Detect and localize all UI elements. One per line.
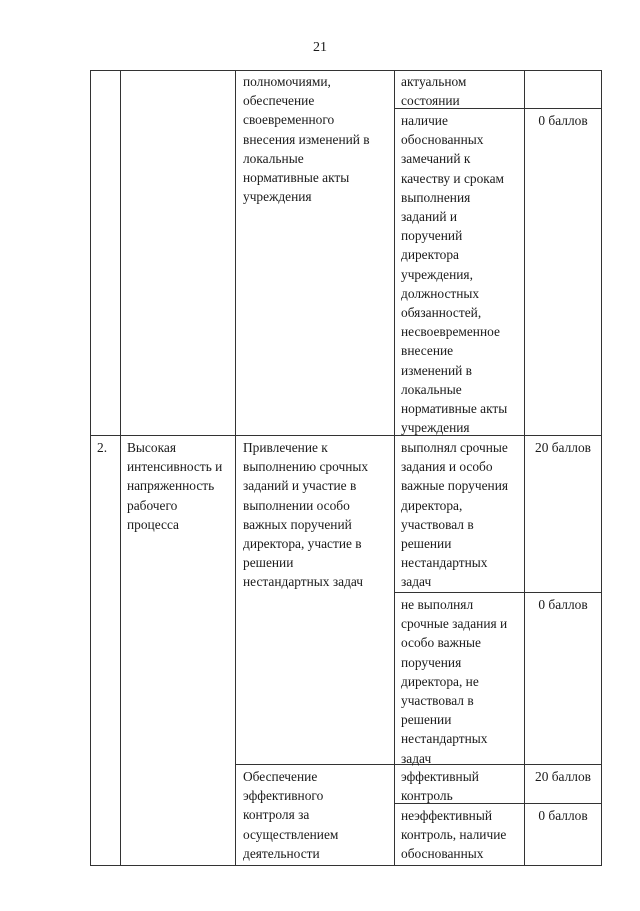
- condition-text-negative: наличие обоснованных замечаний к качеству и срокам выполнения заданий и поручений директора учреждения, должностных обязанностей, несвоевременное внесение изменений в локальные нормативные акты учреждения: [401, 113, 508, 436]
- indicator-name: Высокая интенсивность и напряженность рабочего процесса: [127, 440, 223, 532]
- score-value: 0 баллов: [538, 597, 588, 612]
- score-value: 0 баллов: [538, 808, 588, 823]
- page-number: 21: [313, 40, 327, 55]
- criterion-text: Привлечение к выполнению срочных заданий и участие в выполнении особо важных поручений директора, участие в решении нестандартных задач: [243, 440, 369, 590]
- row-number: 2.: [97, 440, 108, 455]
- condition-text: выполнял срочные задания и особо важные поручения директора, участвовал в решении нестандартных задач: [401, 440, 509, 590]
- criterion-text: Обеспечение эффективного контроля за осуществлением деятельности: [243, 769, 339, 861]
- score-value: 20 баллов: [535, 440, 591, 455]
- criterion-text-continued: полномочиями, обеспечение своевременного внесения изменений в локальные нормативные акты учреждения: [243, 74, 370, 205]
- condition-text-continued: актуальном состоянии: [401, 74, 467, 109]
- score-value: 20 баллов: [535, 769, 591, 784]
- condition-text: эффективный контроль: [401, 769, 479, 804]
- condition-text: неэффективный контроль, наличие обоснованных: [401, 808, 507, 862]
- condition-text: не выполнял срочные задания и особо важные поручения директора, не участвовал в решении нестандартных задач: [401, 597, 508, 766]
- score-value: 0 баллов: [538, 113, 588, 128]
